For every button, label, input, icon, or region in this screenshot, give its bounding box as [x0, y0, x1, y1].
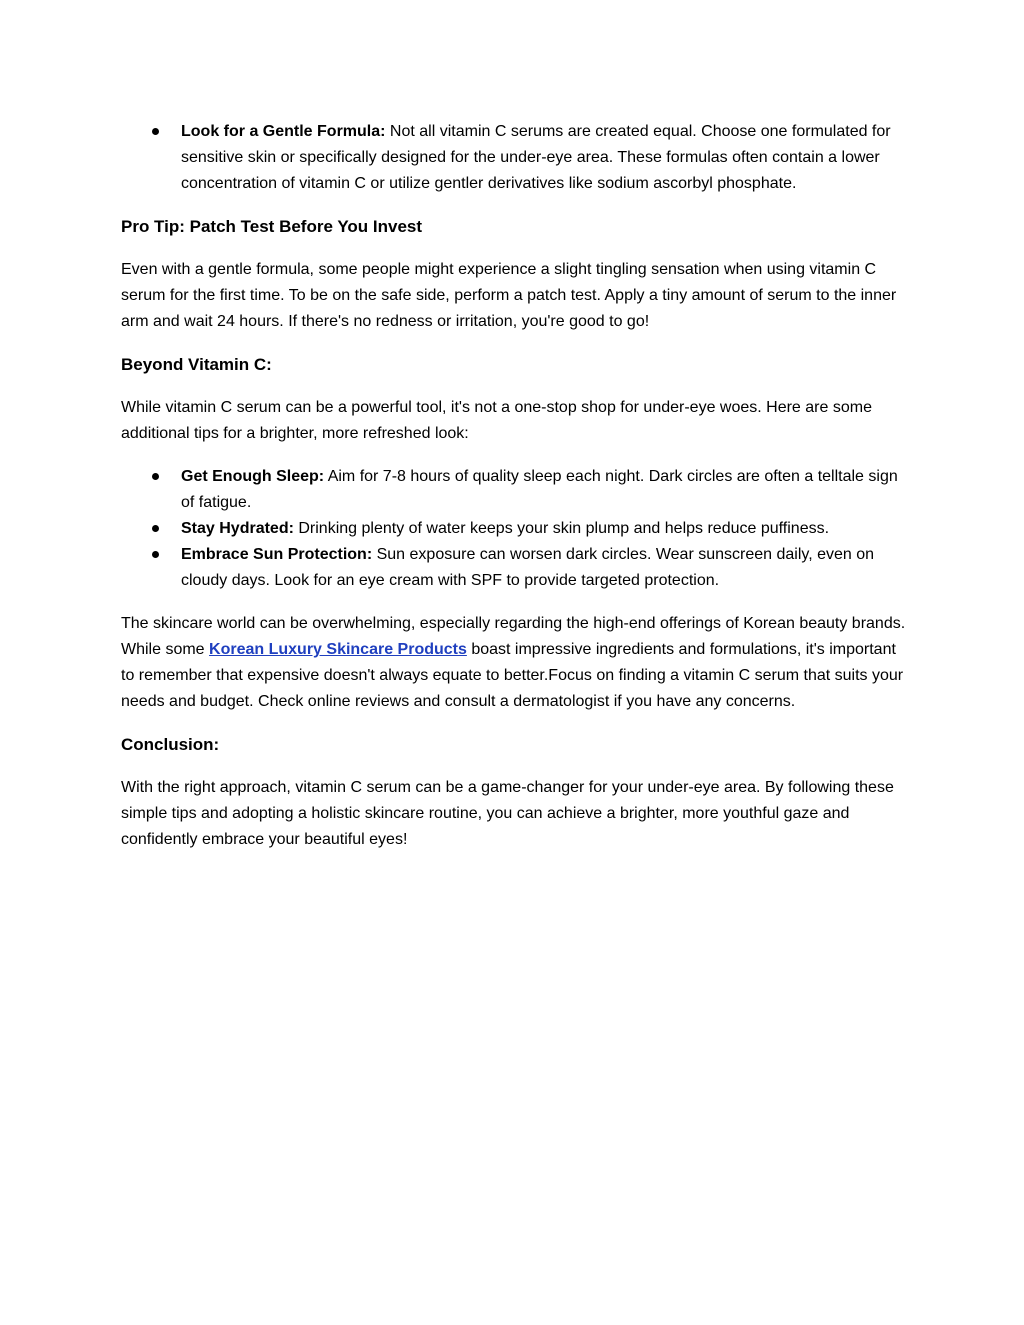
paragraph-text: The skincare world can be overwhelming, especially regarding the high-end offerings of Korean beauty brands. While some — [121, 615, 906, 658]
beyond-vitamin-c-heading: Beyond Vitamin C: — [121, 355, 272, 374]
list-item-title: Get Enough Sleep: — [181, 468, 325, 485]
list-item-text: Aim for 7-8 hours of quality sleep each night. Dark circles are often a telltale sign of fatigue. — [181, 468, 898, 511]
tips-list — [121, 464, 907, 594]
list-item-title: Look for a Gentle Formula: — [181, 123, 386, 140]
list-item — [121, 464, 907, 516]
conclusion-paragraph: With the right approach, vitamin C serum can be a game-changer for your under-eye area. By following these simple tips and adopting a holistic skincare routine, you can achieve a brighter, more youthful gaze and confidently embrace your beautiful eyes! — [121, 779, 894, 848]
bullet-icon — [152, 473, 159, 480]
skincare-paragraph — [121, 611, 907, 715]
pro-tip-paragraph: Even with a gentle formula, some people might experience a slight tingling sensation when using vitamin C serum for the first time. To be on the safe side, perform a patch test. Apply a tiny amount of serum to the inner arm and wait 24 hours. If there's no redness or irritation, you're good to go! — [121, 261, 897, 330]
pro-tip-heading: Pro Tip: Patch Test Before You Invest — [121, 217, 423, 236]
bullet-icon — [152, 551, 159, 558]
list-item-text: Sun exposure can worsen dark circles. Wear sunscreen daily, even on cloudy days. Look for an eye cream with SPF to provide targeted protection. — [181, 546, 875, 589]
list-item-title: Embrace Sun Protection: — [181, 546, 373, 563]
beyond-intro-paragraph: While vitamin C serum can be a powerful tool, it's not a one-stop shop for under-eye woes. Here are some additional tips for a brighter, more refreshed look: — [121, 399, 872, 442]
paragraph-text: boast impressive ingredients and formulations, it's important to remember that expensive doesn't always equate to better.Focus on finding a vitamin C serum that suits your needs and budget. Check online reviews and consult a dermatologist if you have any concerns. — [121, 641, 904, 710]
gentle-formula-list — [121, 119, 907, 197]
list-item — [121, 516, 907, 542]
bullet-icon — [152, 525, 159, 532]
list-item — [121, 542, 907, 594]
document-page — [121, 119, 907, 853]
list-item-text: Not all vitamin C serums are created equal. Choose one formulated for sensitive skin or specifically designed for the under-eye area. These formulas often contain a lower concentration of vitamin C or utilize gentler derivatives like sodium ascorbyl phosphate. — [181, 123, 891, 192]
conclusion-heading: Conclusion: — [121, 735, 220, 754]
list-item-text: Drinking plenty of water keeps your skin plump and helps reduce puffiness. — [293, 520, 830, 537]
list-item-title: Stay Hydrated: — [181, 520, 294, 537]
bullet-icon — [152, 128, 159, 135]
korean-luxury-skincare-link[interactable]: Korean Luxury Skincare Products — [209, 641, 467, 658]
list-item — [121, 119, 907, 197]
